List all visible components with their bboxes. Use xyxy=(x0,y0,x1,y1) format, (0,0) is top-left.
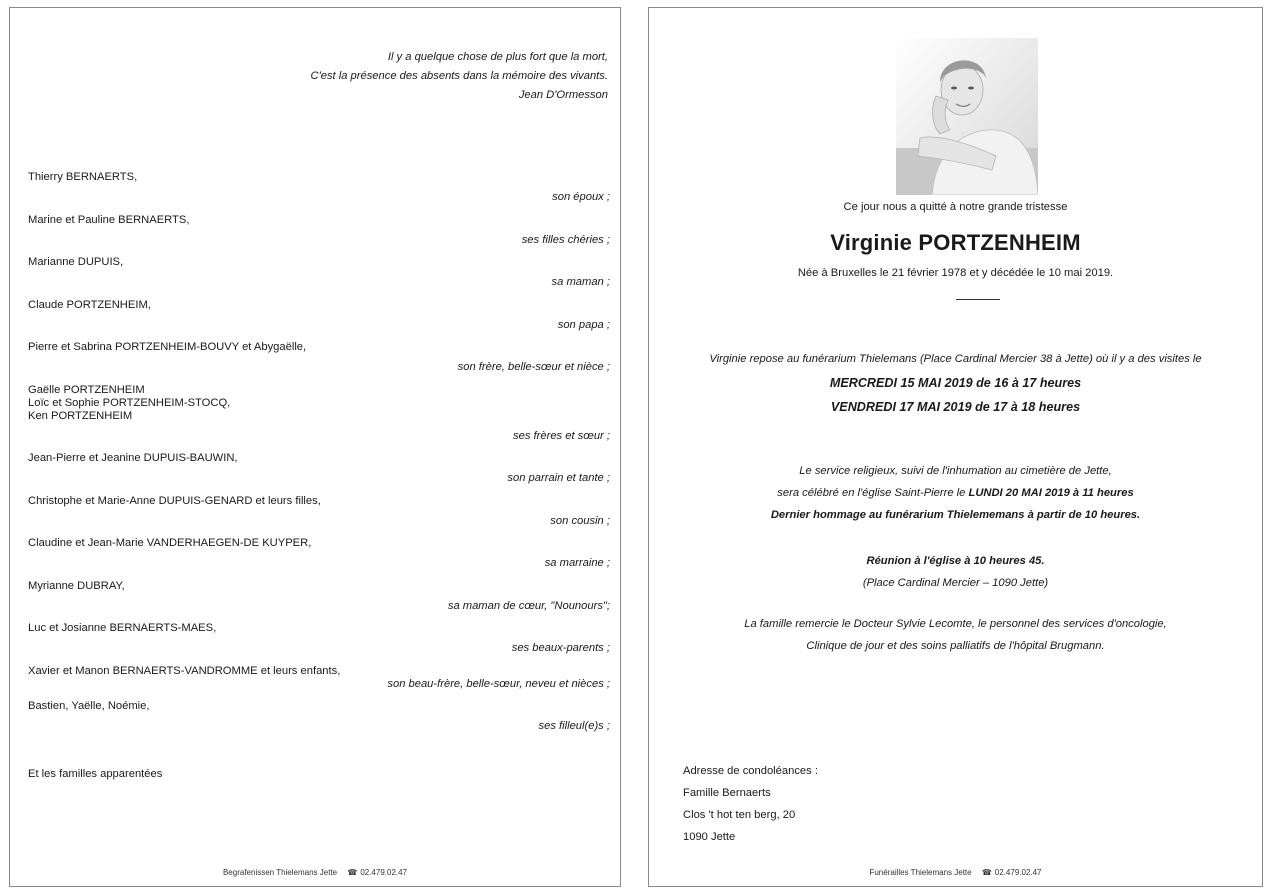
meeting-place: (Place Cardinal Mercier – 1090 Jette) xyxy=(862,577,1049,589)
condolence-heading: Adresse de condoléances : xyxy=(683,765,818,777)
right-page xyxy=(648,7,1263,887)
telephone-icon: ☎ xyxy=(347,868,358,877)
family-relation: ses filleul(e)s ; xyxy=(538,720,610,732)
birth-death-dates: Née à Bruxelles le 21 février 1978 et y décédée le 10 mai 2019. xyxy=(797,267,1114,279)
family-member-names: Loïc et Sophie PORTZENHEIM-STOCQ, xyxy=(28,396,231,409)
family-relation: son parrain et tante ; xyxy=(507,472,610,484)
condolence-name: Famille Bernaerts xyxy=(683,787,771,799)
quote-line-1: Il y a quelque chose de plus fort que la mort, xyxy=(387,51,608,63)
family-member-names: Marine et Pauline BERNAERTS, xyxy=(28,213,190,226)
family-relation: son époux ; xyxy=(552,191,610,203)
family-relation: ses beaux-parents ; xyxy=(511,642,610,654)
family-member-names: Bastien, Yaëlle, Noémie, xyxy=(28,700,150,712)
condolence-address xyxy=(683,760,818,848)
family-entry xyxy=(28,452,610,485)
family-list xyxy=(28,171,610,733)
family-entry xyxy=(28,700,610,733)
family-relation: ses frères et sœur ; xyxy=(513,429,610,442)
family-relation: sa maman de cœur, "Nounours"; xyxy=(447,599,610,612)
service-line-2 xyxy=(649,482,1262,504)
service-date: LUNDI 20 MAI 2019 à 11 heures xyxy=(968,487,1134,499)
thanks-line-2: Clinique de jour et des soins palliatifs de l'hôpital Brugmann. xyxy=(806,640,1105,652)
intro-line: Ce jour nous a quitté à notre grande tristesse xyxy=(843,201,1068,213)
family-entry xyxy=(28,214,610,247)
left-footer xyxy=(10,868,620,877)
thanks-note xyxy=(649,613,1262,657)
family-member-names: Claudine et Jean-Marie VANDERHAEGEN-DE KUYPER, xyxy=(28,537,312,549)
family-entry xyxy=(28,495,610,528)
visit-day-2: VENDREDI 17 MAI 2019 de 17 à 18 heures xyxy=(830,400,1081,414)
family-entry xyxy=(28,341,610,374)
funeral-company-name: Begrafenissen Thielemans Jette xyxy=(222,868,338,877)
telephone-icon: ☎ xyxy=(981,868,992,877)
service-line-3: Dernier hommage au funérarium Thielememans à partir de 10 heures. xyxy=(770,509,1141,521)
portrait-photo xyxy=(896,38,1038,195)
funeral-service xyxy=(649,460,1262,526)
family-member-names: Thierry BERNAERTS, xyxy=(28,171,138,183)
family-entry xyxy=(28,622,610,655)
funeral-phone: 02.479.02.47 xyxy=(994,868,1042,877)
visit-intro: Virginie repose au funérarium Thielemans (Place Cardinal Mercier 38 à Jette) où il y a des visites le xyxy=(709,353,1202,365)
family-relation: sa marraine ; xyxy=(544,557,610,569)
family-relation: son cousin ; xyxy=(550,514,610,527)
visit-day-1: MERCREDI 15 MAI 2019 de 16 à 17 heures xyxy=(829,376,1082,390)
related-families: Et les familles apparentées xyxy=(28,768,163,780)
quote-author: Jean D'Ormesson xyxy=(518,89,608,101)
church-meeting xyxy=(649,550,1262,594)
thanks-line-1: La famille remercie le Docteur Sylvie Lecomte, le personnel des services d'oncologie, xyxy=(744,618,1167,630)
family-relation: sa maman ; xyxy=(551,276,610,288)
family-relation: son papa ; xyxy=(557,318,610,331)
family-relation: son beau-frère, belle-sœur, neveu et nièces ; xyxy=(387,677,610,690)
family-entry xyxy=(28,537,610,570)
service-line-2-text: sera célébré en l'église Saint-Pierre le xyxy=(777,487,966,499)
left-page xyxy=(9,7,621,887)
condolence-street: Clos 't hot ten berg, 20 xyxy=(683,809,796,821)
quote-line-2: C'est la présence des absents dans la mémoire des vivants. xyxy=(310,70,608,82)
family-member-names: Pierre et Sabrina PORTZENHEIM-BOUVY et Abygaëlle, xyxy=(28,341,307,353)
visiting-hours xyxy=(649,347,1262,419)
condolence-city: 1090 Jette xyxy=(683,831,736,843)
family-member-names: Myrianne DUBRAY, xyxy=(28,579,125,592)
family-member-names: Gaëlle PORTZENHEIM xyxy=(28,383,145,396)
family-entry xyxy=(28,171,610,204)
family-member-names: Ken PORTZENHEIM xyxy=(28,409,133,422)
family-entry xyxy=(28,665,610,691)
funeral-phone: 02.479.02.47 xyxy=(360,868,408,877)
divider xyxy=(956,299,1000,300)
family-member-names: Christophe et Marie-Anne DUPUIS-GENARD et leurs filles, xyxy=(28,494,321,507)
family-entry xyxy=(28,384,610,443)
family-member-names: Xavier et Manon BERNAERTS-VANDROMME et leurs enfants, xyxy=(28,664,341,677)
funeral-company-name: Funérailles Thielemans Jette xyxy=(869,868,972,877)
deceased-name: Virginie PORTZENHEIM xyxy=(830,230,1081,255)
family-relation: ses filles chéries ; xyxy=(521,233,610,246)
meeting-time: Réunion à l'église à 10 heures 45. xyxy=(866,555,1045,567)
family-relation: son frère, belle-sœur et nièce ; xyxy=(457,361,610,373)
epigraph-quote xyxy=(88,48,608,105)
family-entry xyxy=(28,256,610,289)
service-line-1: Le service religieux, suivi de l'inhumation au cimetière de Jette, xyxy=(799,465,1112,477)
right-footer xyxy=(649,868,1262,877)
family-member-names: Jean-Pierre et Jeanine DUPUIS-BAUWIN, xyxy=(28,452,238,464)
family-member-names: Luc et Josianne BERNAERTS-MAES, xyxy=(28,622,217,634)
family-entry xyxy=(28,299,610,332)
family-member-names: Marianne DUPUIS, xyxy=(28,256,124,268)
family-entry xyxy=(28,580,610,613)
family-member-names: Claude PORTZENHEIM, xyxy=(28,298,151,311)
